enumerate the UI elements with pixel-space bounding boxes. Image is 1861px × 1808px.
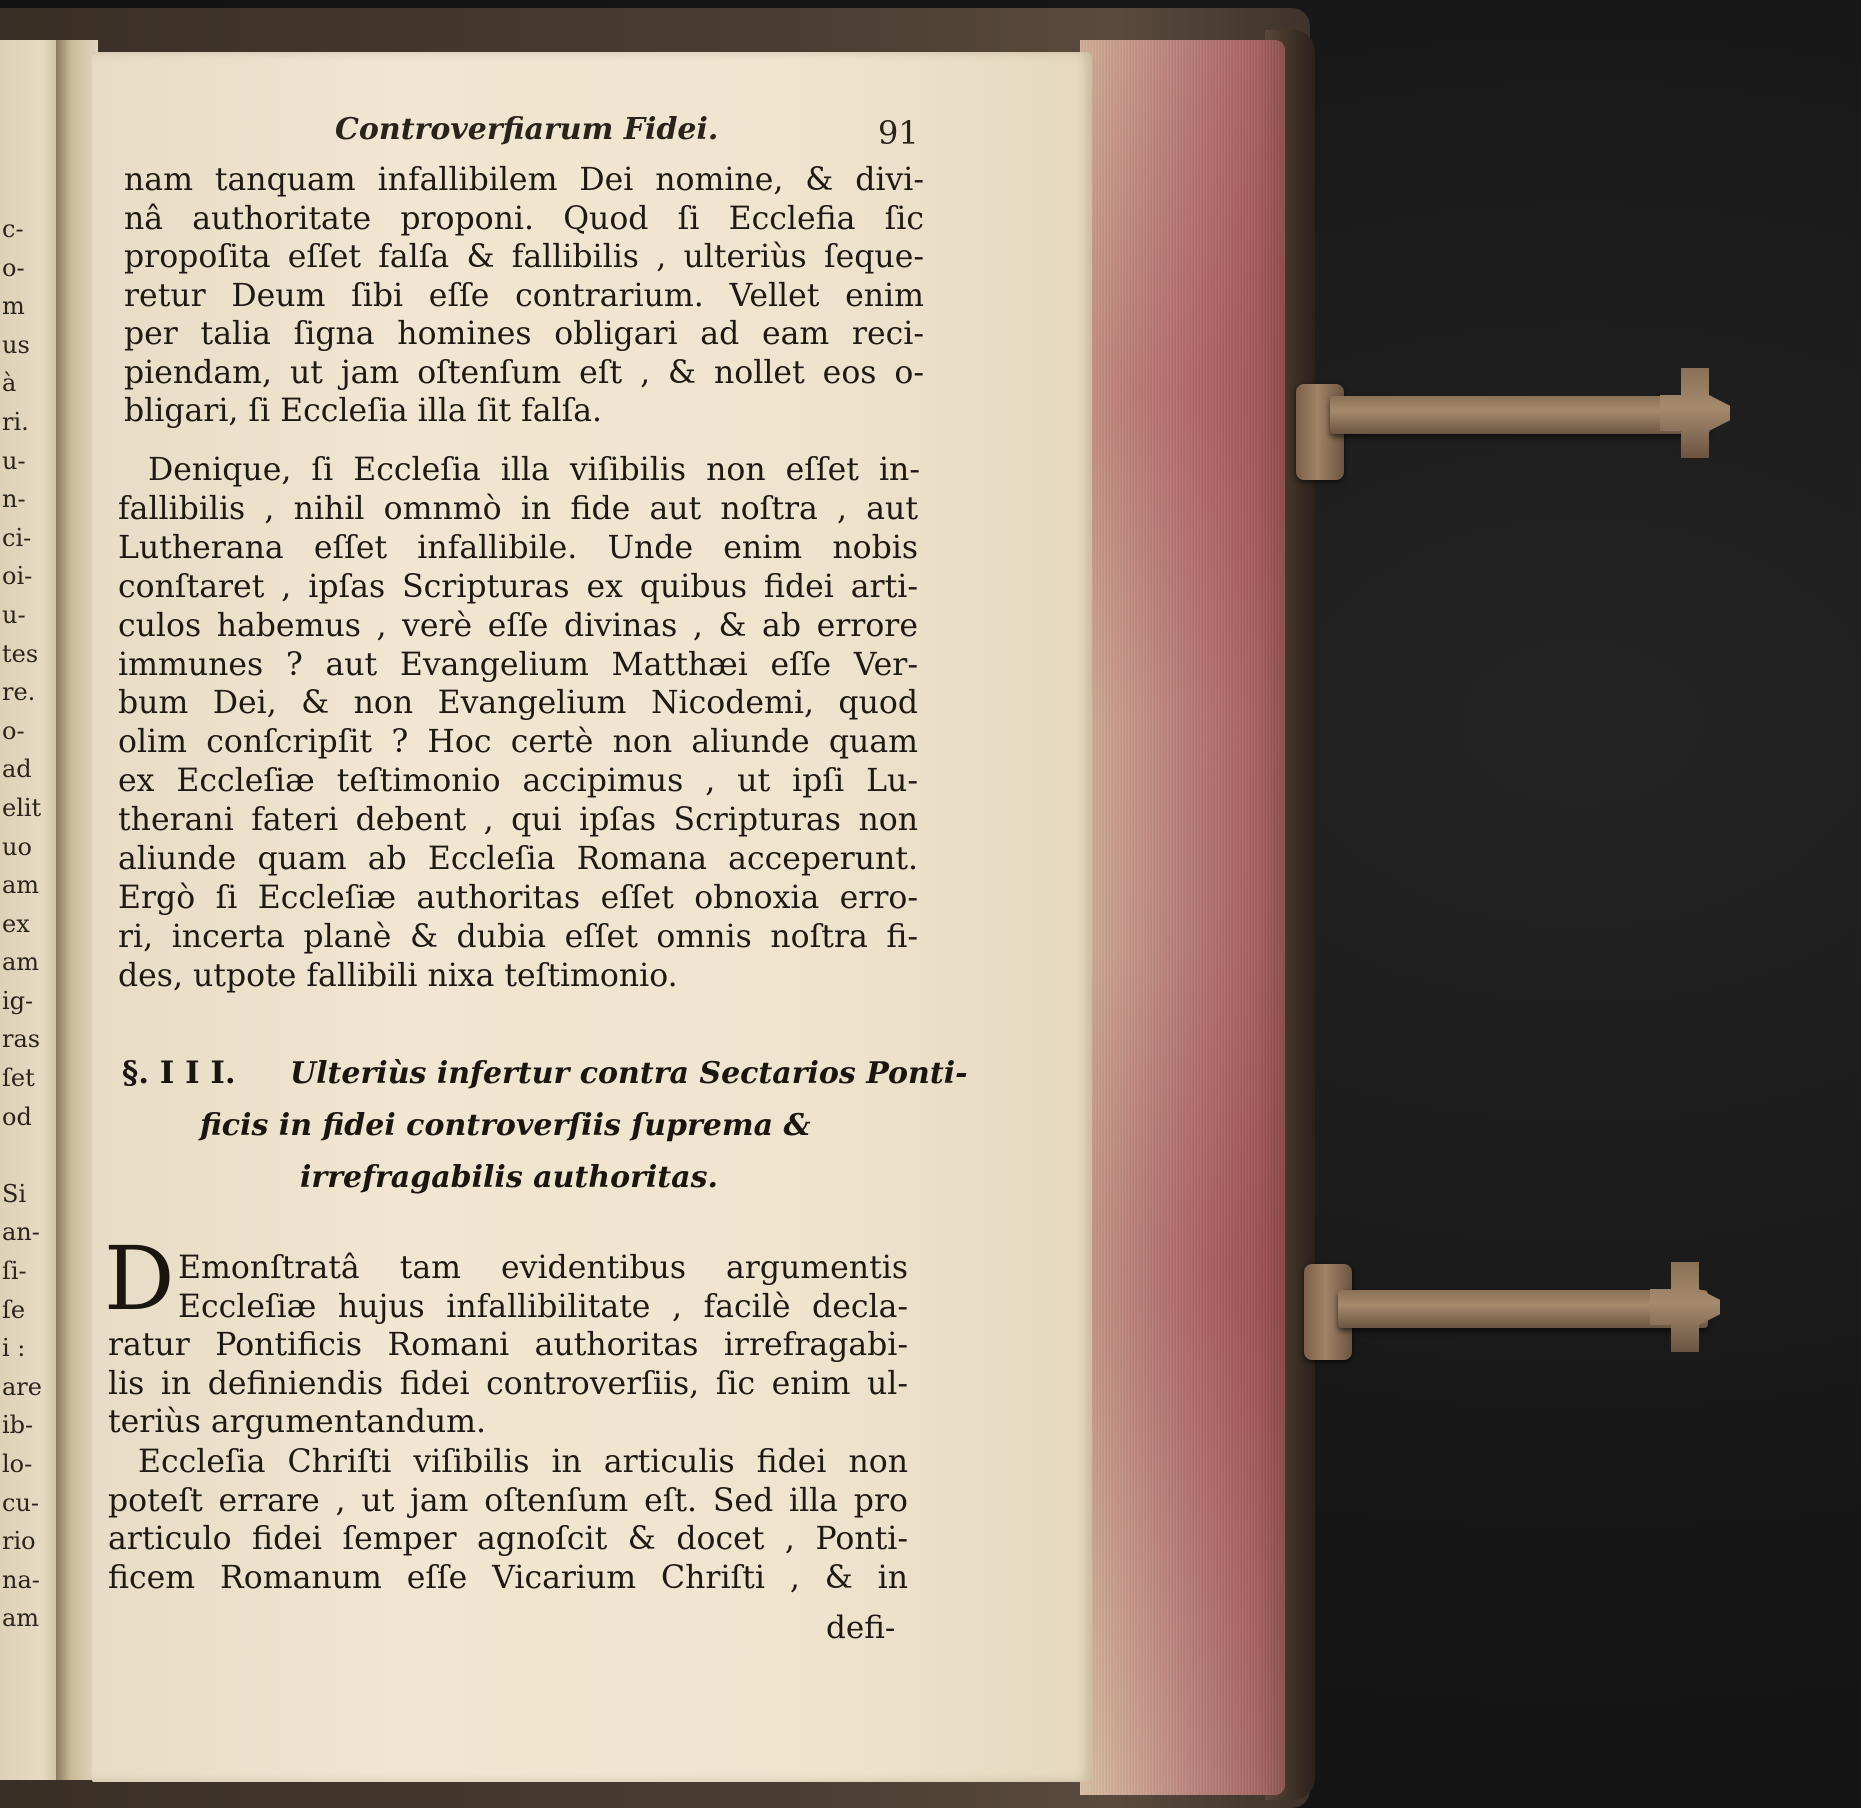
left-page-fragment: ſi-: [2, 1257, 27, 1286]
left-page-fragment: ad: [2, 755, 32, 784]
left-page-fragment: od: [2, 1102, 32, 1131]
left-page-fragment: an-: [2, 1218, 40, 1247]
left-page-fragment: à: [2, 369, 17, 398]
left-page-fragment: ib-: [2, 1411, 34, 1440]
paragraph-1-line: nâ authoritate proponi. Quod ſi Ecclefia ſic: [124, 200, 924, 237]
catchword: defi-: [826, 1610, 896, 1646]
left-page-fragment: re.: [2, 678, 36, 707]
section-mark: §. I I I.: [122, 1055, 236, 1091]
left-page-fragment: ras: [2, 1025, 41, 1054]
upper-clasp-bar: [1330, 396, 1710, 434]
left-page-fragment: am: [2, 948, 40, 977]
left-page-fragment: am: [2, 1604, 40, 1633]
left-page-fragment: na-: [2, 1565, 40, 1594]
left-page-text-fragments: [2, 210, 58, 1638]
paragraph-4-line: ficem Romanum eſſe Vicarium Chriſti , & in: [108, 1559, 908, 1596]
left-page-fragment: ri.: [2, 407, 29, 436]
paragraph-2-line: fallibilis , nihil omnmò in fide aut noſtra , aut: [118, 490, 918, 527]
left-page-fragment: lo-: [2, 1450, 33, 1478]
left-page-fragment: o-: [2, 716, 25, 745]
left-page-fragment: tes: [2, 639, 39, 668]
left-page-fragment: uo: [2, 832, 32, 861]
left-page-fragment: ig-: [2, 986, 34, 1015]
paragraph-3-line: ratur Pontificis Romani authoritas irrefragabi-: [108, 1327, 908, 1364]
paragraph-2-line: conſtaret , ipſas Scripturas ex quibus fidei arti-: [118, 568, 918, 605]
left-page-fragment: c-: [2, 215, 24, 243]
left-page-fragment: oi-: [2, 562, 33, 591]
left-page-fragment: cu-: [2, 1488, 40, 1517]
paragraph-2-line: olim conſcripſit ? Hoc certè non aliunde quam: [118, 724, 918, 761]
paragraph-4-line: Eccleſia Chriſti viſibilis in articulis fidei non: [138, 1444, 908, 1480]
paragraph-3-line: teriùs argumentandum.: [108, 1404, 487, 1441]
book-fore-edge: [1080, 40, 1285, 1795]
left-page-fragment: are: [2, 1372, 42, 1401]
left-page-fragment: ci-: [2, 523, 32, 552]
paragraph-2-line: aliunde quam ab Eccleſia Romana acceperunt.: [118, 841, 918, 877]
paragraph-3-line: lis in definiendis fidei controverſiis, ſic enim ul-: [108, 1365, 908, 1402]
left-page-fragment: elit: [2, 793, 42, 822]
paragraph-3-line: Eccleſiæ hujus infallibilitate , facilè decla-: [178, 1288, 908, 1325]
left-page-fragment: ſe: [2, 1295, 26, 1324]
left-page-fragment: u-: [2, 446, 26, 475]
left-page-fragment: us: [2, 330, 30, 359]
paragraph-1-line: per talia ſigna homines obligari ad eam reci-: [124, 316, 924, 352]
left-page: [0, 40, 60, 1780]
running-title: Controverfiarum Fidei.: [335, 112, 719, 147]
section-heading-line: irrefragabilis authoritas.: [300, 1160, 718, 1195]
left-page-fragment: ex: [2, 909, 30, 938]
paragraph-1-line: propoſita eſſet falſa & fallibilis , ulteriùs ſeque-: [124, 239, 924, 275]
left-page-fragment: u-: [2, 600, 26, 629]
drop-cap: D: [104, 1227, 175, 1330]
left-page-fragment: am: [2, 871, 40, 900]
left-page-fragment: n-: [2, 485, 26, 514]
section-heading-line: Ulteriùs infertur contra Sectarios Ponti-: [290, 1056, 968, 1091]
paragraph-2-line: culos habemus , verè eſſe divinas , & ab errore: [118, 607, 918, 644]
paragraph-2-line: immunes ? aut Evangelium Matthæi eſſe Ver-: [118, 646, 918, 683]
paragraph-4-line: poteſt errare , ut jam oſtenſum eſt. Sed illa pro: [108, 1482, 908, 1519]
paragraph-4-line: articulo fidei ſemper agnoſcit & docet , Ponti-: [108, 1521, 908, 1558]
paragraph-2-line: bum Dei, & non Evangelium Nicodemi, quod: [118, 685, 918, 722]
paragraph-1-line: bligari, ſi Eccleſia illa ſit falſa.: [124, 393, 603, 429]
left-page-fragment: m: [2, 292, 25, 321]
paragraph-1-line: retur Deum ſibi eſſe contrarium. Vellet enim: [124, 277, 924, 314]
paragraph-3-line: Emonſtratâ tam evidentibus argumentis: [178, 1250, 908, 1286]
left-page-fragment: i :: [2, 1334, 26, 1363]
left-page-fragment: ſet: [2, 1064, 35, 1093]
paragraph-1-line: piendam, ut jam oſtenſum eſt , & nollet eos o-: [124, 354, 924, 391]
left-page-fragment: Si: [2, 1179, 27, 1208]
left-page-fragment: o-: [2, 253, 25, 282]
paragraph-2-line: ex Eccleſiæ teſtimonio accipimus , ut ipſi Lu-: [118, 763, 918, 800]
page-number: 91: [878, 114, 919, 152]
paragraph-2-line: des, utpote fallibili nixa teſtimonio.: [118, 957, 678, 994]
paragraph-1-line: nam tanquam infallibilem Dei nomine, & divi-: [124, 162, 924, 198]
paragraph-2-line: Lutherana eſſet infallibile. Unde enim nobis: [118, 529, 918, 566]
paragraph-2-line: Ergò ſi Eccleſiæ authoritas eſſet obnoxia erro-: [118, 879, 918, 916]
section-heading-line: ficis in fidei controverſiis ſuprema &: [200, 1108, 811, 1143]
running-head: [335, 112, 935, 156]
left-page-fragment: [2, 1136, 58, 1175]
left-page-fragment: rio: [2, 1527, 36, 1556]
paragraph-2-line: Denique, ſi Eccleſia illa viſibilis non eſſet in-: [148, 452, 920, 488]
paragraph-2-line: ri, incerta planè & dubia eſſet omnis noſtra fi-: [118, 918, 918, 955]
paragraph-2-line: therani fateri debent , qui ipſas Scripturas non: [118, 802, 918, 839]
